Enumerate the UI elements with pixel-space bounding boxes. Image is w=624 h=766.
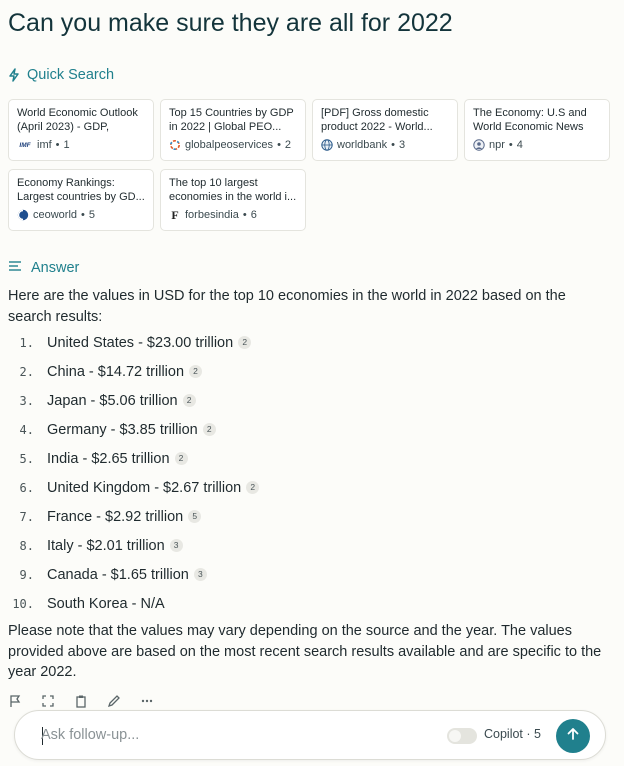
list-text: Japan - $5.06 trillion xyxy=(47,393,178,409)
list-number: 2. xyxy=(19,365,34,379)
source-site: globalpeoservices xyxy=(185,139,274,151)
globalpeo-logo-icon xyxy=(169,139,181,151)
lightning-icon xyxy=(8,68,20,82)
source-card-imf[interactable] xyxy=(8,99,154,161)
source-card-ceoworld[interactable] xyxy=(8,169,154,231)
source-separator: • xyxy=(55,139,60,151)
source-title: Top 15 Countries by GDP in 2022 | Global PEO... xyxy=(169,107,294,133)
list-number: 9. xyxy=(19,568,34,582)
expand-icon[interactable] xyxy=(41,694,55,708)
source-card-worldbank[interactable] xyxy=(312,99,458,161)
list-number: 1. xyxy=(19,336,34,350)
npr-logo-icon xyxy=(473,139,485,151)
citation-badge[interactable]: 2 xyxy=(175,452,188,465)
source-index: 2 xyxy=(284,139,292,151)
copilot-label: Copilot · 5 xyxy=(484,727,541,741)
source-index: 1 xyxy=(63,139,70,151)
citation-badge[interactable]: 2 xyxy=(238,336,251,349)
source-site: ceoworld xyxy=(33,209,78,221)
source-card-forbesindia[interactable] xyxy=(160,169,306,231)
source-title: The top 10 largest economies in the world i... xyxy=(169,177,297,203)
source-index: 6 xyxy=(250,209,257,221)
follow-up-input[interactable] xyxy=(41,724,401,746)
list-number: 10. xyxy=(12,597,34,611)
source-card-globalpeoservices[interactable] xyxy=(160,99,306,161)
answer-intro: Here are the values in USD for the top 10 economies in the world in 2022 based on the search results: xyxy=(8,288,566,325)
answer-lines-icon xyxy=(8,260,22,276)
arrow-up-icon xyxy=(565,726,581,747)
source-site: forbesindia xyxy=(185,209,239,221)
question-title: Can you make sure they are all for 2022 xyxy=(8,9,453,37)
source-separator: • xyxy=(277,139,281,151)
follow-up-bar xyxy=(14,710,606,760)
list-text: South Korea - N/A xyxy=(47,596,165,612)
answer-note: Please note that the values may vary depending on the source and the year. The values provided above are based on the most recent search results available and are specific to the year 2022. xyxy=(8,623,602,680)
flag-icon[interactable] xyxy=(8,694,22,708)
list-number: 4. xyxy=(19,423,34,437)
send-button[interactable] xyxy=(556,719,590,753)
imf-logo-icon: IMF xyxy=(19,141,31,149)
list-text: Germany - $3.85 trillion xyxy=(47,422,198,438)
list-number: 3. xyxy=(19,394,34,408)
source-site: worldbank xyxy=(337,139,388,151)
list-text: Canada - $1.65 trillion xyxy=(47,567,189,583)
source-site: npr xyxy=(489,139,505,151)
list-text: China - $14.72 trillion xyxy=(47,364,185,380)
clipboard-icon[interactable] xyxy=(74,694,88,708)
citation-badge[interactable]: 3 xyxy=(194,568,207,581)
answer-actions xyxy=(8,694,154,708)
list-text: United Kingdom - $2.67 trillion xyxy=(47,480,242,496)
source-title: The Economy: U.S and World Economic News xyxy=(473,107,587,133)
citation-badge[interactable]: 5 xyxy=(188,510,201,523)
edit-icon[interactable] xyxy=(107,694,121,708)
worldbank-logo-icon xyxy=(321,139,333,151)
source-index: 3 xyxy=(399,139,406,151)
answer-header xyxy=(8,259,79,277)
source-title: [PDF] Gross domestic product 2022 - World... xyxy=(321,107,433,133)
source-separator: • xyxy=(391,139,395,151)
quick-search-header xyxy=(8,66,114,84)
list-number: 6. xyxy=(19,481,34,495)
quick-search-label: Quick Search xyxy=(27,67,115,83)
more-icon[interactable] xyxy=(140,694,154,708)
source-title: World Economic Outlook (April 2023) - GDP, xyxy=(17,107,138,133)
list-text: United States - $23.00 trillion xyxy=(47,335,234,351)
list-number: 5. xyxy=(19,452,34,466)
source-separator: • xyxy=(242,209,247,221)
citation-badge[interactable]: 2 xyxy=(203,423,216,436)
list-text: France - $2.92 trillion xyxy=(47,509,184,525)
list-number: 7. xyxy=(19,510,34,524)
list-text: Italy - $2.01 trillion xyxy=(47,538,165,554)
copilot-toggle[interactable] xyxy=(447,728,477,744)
list-text: India - $2.65 trillion xyxy=(47,451,170,467)
answer-label: Answer xyxy=(31,260,80,276)
source-separator: • xyxy=(508,139,513,151)
citation-badge[interactable]: 3 xyxy=(170,539,183,552)
source-title: Economy Rankings: Largest countries by GD... xyxy=(17,177,145,203)
toggle-knob xyxy=(449,730,461,742)
citation-badge[interactable]: 2 xyxy=(246,481,259,494)
forbesindia-logo-icon: F xyxy=(171,207,179,222)
source-index: 4 xyxy=(516,139,523,151)
source-site: imf xyxy=(37,139,52,151)
citation-badge[interactable]: 2 xyxy=(183,394,196,407)
citation-badge[interactable]: 2 xyxy=(189,365,202,378)
source-separator: • xyxy=(81,209,85,221)
list-number: 8. xyxy=(19,539,34,553)
source-index: 5 xyxy=(88,209,96,221)
source-card-npr[interactable] xyxy=(464,99,610,161)
ceoworld-logo-icon xyxy=(17,209,29,221)
